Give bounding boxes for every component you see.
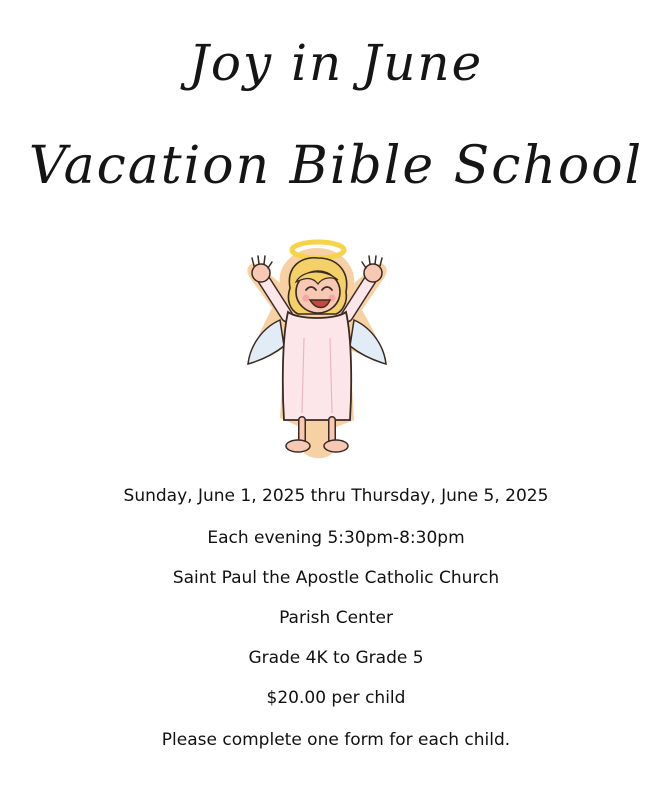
event-time: Each evening 5:30pm-8:30pm bbox=[207, 528, 465, 548]
price-per-child: $20.00 per child bbox=[266, 688, 406, 708]
angel-illustration bbox=[232, 228, 402, 468]
robe bbox=[283, 312, 351, 420]
event-dates: Sunday, June 1, 2025 thru Thursday, June 5, 2025 bbox=[123, 486, 549, 506]
grade-range: Grade 4K to Grade 5 bbox=[248, 648, 424, 668]
venue-name: Parish Center bbox=[279, 608, 393, 628]
title-joy-in-june: Joy in June bbox=[188, 34, 484, 92]
church-name: Saint Paul the Apostle Catholic Church bbox=[172, 568, 500, 588]
registration-note: Please complete one form for each child. bbox=[161, 730, 511, 750]
title-vacation-bible-school: Vacation Bible School bbox=[28, 136, 644, 196]
angel-icon bbox=[232, 228, 402, 468]
